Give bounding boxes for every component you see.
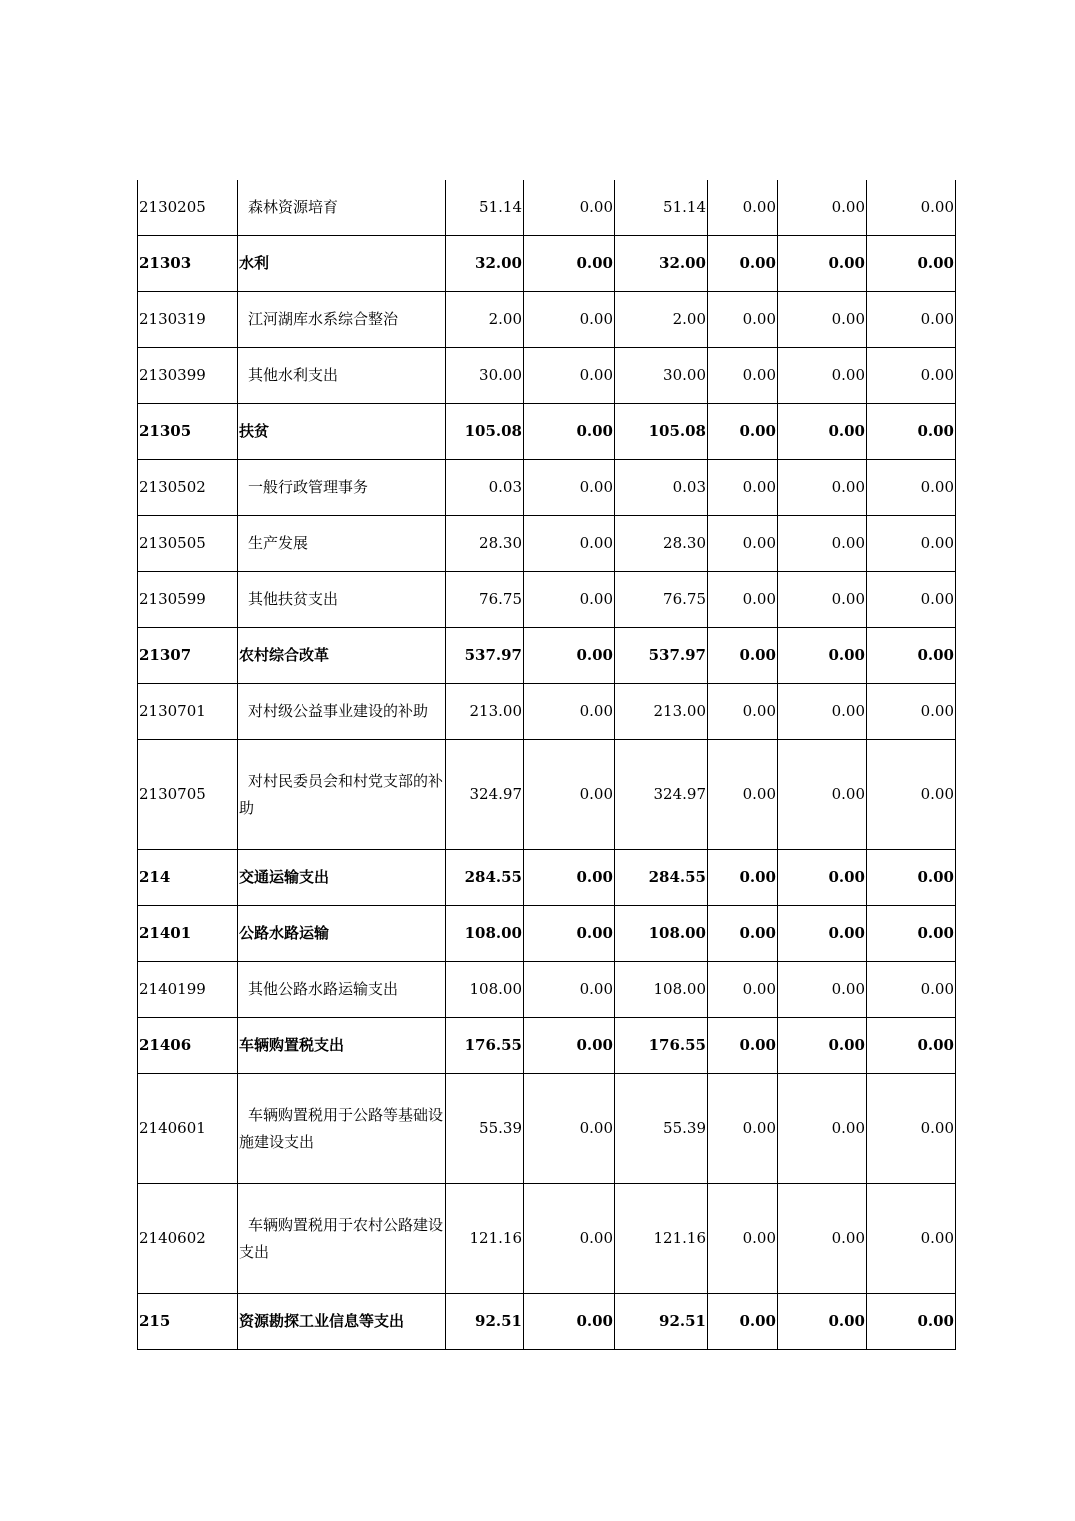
account-name-cell: 资源勘探工业信息等支出 — [238, 1294, 446, 1350]
amount-cell: 92.51 — [446, 1294, 524, 1350]
table-row — [138, 404, 956, 460]
amount-cell: 0.00 — [867, 906, 956, 962]
amount-cell: 0.00 — [867, 236, 956, 292]
amount-cell: 0.00 — [524, 1074, 615, 1184]
account-name-cell: 江河湖库水系综合整治 — [238, 292, 446, 348]
amount-cell: 0.00 — [524, 516, 615, 572]
amount-cell: 0.00 — [867, 1074, 956, 1184]
amount-cell: 324.97 — [615, 740, 708, 850]
amount-cell: 0.00 — [778, 850, 867, 906]
amount-cell: 0.00 — [708, 460, 778, 516]
account-name-cell: 对村民委员会和村党支部的补助 — [238, 740, 446, 850]
amount-cell: 0.00 — [524, 850, 615, 906]
amount-cell: 0.00 — [778, 684, 867, 740]
amount-cell: 0.00 — [708, 684, 778, 740]
amount-cell: 0.00 — [708, 740, 778, 850]
amount-cell: 0.00 — [867, 516, 956, 572]
amount-cell: 0.00 — [524, 292, 615, 348]
table-row — [138, 1074, 956, 1184]
table-row — [138, 292, 956, 348]
amount-cell: 0.00 — [778, 962, 867, 1018]
amount-cell: 0.00 — [778, 906, 867, 962]
amount-cell: 0.00 — [708, 236, 778, 292]
amount-cell: 0.00 — [708, 1074, 778, 1184]
amount-cell: 0.00 — [708, 572, 778, 628]
amount-cell: 324.97 — [446, 740, 524, 850]
amount-cell: 108.00 — [615, 962, 708, 1018]
amount-cell: 51.14 — [446, 180, 524, 236]
account-code-cell: 2130599 — [138, 572, 238, 628]
amount-cell: 0.00 — [524, 460, 615, 516]
amount-cell: 0.00 — [867, 962, 956, 1018]
amount-cell: 76.75 — [446, 572, 524, 628]
amount-cell: 537.97 — [615, 628, 708, 684]
account-code-cell: 21307 — [138, 628, 238, 684]
amount-cell: 0.00 — [708, 180, 778, 236]
amount-cell: 0.00 — [778, 460, 867, 516]
account-name-cell: 车辆购置税用于农村公路建设支出 — [238, 1184, 446, 1294]
account-code-cell: 215 — [138, 1294, 238, 1350]
account-name-cell: 公路水路运输 — [238, 906, 446, 962]
amount-cell: 0.00 — [708, 1184, 778, 1294]
account-code-cell: 2130705 — [138, 740, 238, 850]
account-name-cell: 农村综合改革 — [238, 628, 446, 684]
amount-cell: 0.00 — [867, 1184, 956, 1294]
amount-cell: 0.00 — [778, 1018, 867, 1074]
amount-cell: 55.39 — [615, 1074, 708, 1184]
amount-cell: 28.30 — [446, 516, 524, 572]
account-name-cell: 车辆购置税用于公路等基础设施建设支出 — [238, 1074, 446, 1184]
amount-cell: 537.97 — [446, 628, 524, 684]
table-row — [138, 348, 956, 404]
amount-cell: 0.00 — [524, 628, 615, 684]
account-code-cell: 21303 — [138, 236, 238, 292]
amount-cell: 55.39 — [446, 1074, 524, 1184]
amount-cell: 0.00 — [778, 516, 867, 572]
amount-cell: 0.00 — [524, 1184, 615, 1294]
amount-cell: 284.55 — [615, 850, 708, 906]
account-code-cell: 2130505 — [138, 516, 238, 572]
budget-table — [137, 180, 956, 1350]
account-code-cell: 2130319 — [138, 292, 238, 348]
amount-cell: 0.00 — [524, 1018, 615, 1074]
account-name-cell: 其他公路水路运输支出 — [238, 962, 446, 1018]
account-code-cell: 214 — [138, 850, 238, 906]
account-code-cell: 2140602 — [138, 1184, 238, 1294]
table-row — [138, 1018, 956, 1074]
amount-cell: 92.51 — [615, 1294, 708, 1350]
table-row — [138, 962, 956, 1018]
amount-cell: 0.00 — [524, 962, 615, 1018]
amount-cell: 0.00 — [867, 628, 956, 684]
amount-cell: 0.00 — [524, 740, 615, 850]
amount-cell: 0.00 — [867, 1294, 956, 1350]
account-code-cell: 2130205 — [138, 180, 238, 236]
amount-cell: 0.00 — [708, 906, 778, 962]
amount-cell: 0.00 — [778, 572, 867, 628]
account-name-cell: 生产发展 — [238, 516, 446, 572]
account-code-cell: 21401 — [138, 906, 238, 962]
table-row — [138, 628, 956, 684]
table-row — [138, 572, 956, 628]
amount-cell: 0.00 — [524, 572, 615, 628]
amount-cell: 176.55 — [446, 1018, 524, 1074]
amount-cell: 121.16 — [615, 1184, 708, 1294]
amount-cell: 0.00 — [778, 1294, 867, 1350]
amount-cell: 0.00 — [708, 1294, 778, 1350]
table-row — [138, 1294, 956, 1350]
amount-cell: 0.00 — [708, 850, 778, 906]
account-code-cell: 21406 — [138, 1018, 238, 1074]
amount-cell: 0.00 — [708, 292, 778, 348]
amount-cell: 108.00 — [446, 962, 524, 1018]
amount-cell: 32.00 — [446, 236, 524, 292]
amount-cell: 30.00 — [615, 348, 708, 404]
amount-cell: 0.00 — [867, 572, 956, 628]
amount-cell: 30.00 — [446, 348, 524, 404]
account-name-cell: 其他扶贫支出 — [238, 572, 446, 628]
amount-cell: 284.55 — [446, 850, 524, 906]
amount-cell: 2.00 — [446, 292, 524, 348]
amount-cell: 0.00 — [708, 1018, 778, 1074]
amount-cell: 0.00 — [867, 460, 956, 516]
amount-cell: 0.00 — [524, 236, 615, 292]
account-name-cell: 其他水利支出 — [238, 348, 446, 404]
amount-cell: 2.00 — [615, 292, 708, 348]
table-row — [138, 906, 956, 962]
amount-cell: 0.00 — [778, 348, 867, 404]
table-row — [138, 236, 956, 292]
amount-cell: 0.00 — [778, 292, 867, 348]
amount-cell: 0.00 — [778, 1074, 867, 1184]
table-row — [138, 740, 956, 850]
amount-cell: 0.00 — [778, 740, 867, 850]
table-body — [138, 180, 956, 1350]
amount-cell: 28.30 — [615, 516, 708, 572]
amount-cell: 0.00 — [778, 628, 867, 684]
account-name-cell: 一般行政管理事务 — [238, 460, 446, 516]
table-row — [138, 1184, 956, 1294]
account-name-cell: 扶贫 — [238, 404, 446, 460]
account-code-cell: 2140601 — [138, 1074, 238, 1184]
amount-cell: 0.00 — [524, 404, 615, 460]
amount-cell: 76.75 — [615, 572, 708, 628]
table-row — [138, 684, 956, 740]
account-code-cell: 2130502 — [138, 460, 238, 516]
amount-cell: 0.00 — [867, 1018, 956, 1074]
amount-cell: 51.14 — [615, 180, 708, 236]
amount-cell: 0.00 — [708, 516, 778, 572]
amount-cell: 0.00 — [524, 1294, 615, 1350]
amount-cell: 0.00 — [524, 348, 615, 404]
amount-cell: 108.00 — [446, 906, 524, 962]
amount-cell: 0.00 — [778, 1184, 867, 1294]
amount-cell: 0.00 — [708, 962, 778, 1018]
table-row — [138, 460, 956, 516]
account-code-cell: 2130399 — [138, 348, 238, 404]
amount-cell: 0.00 — [708, 348, 778, 404]
amount-cell: 121.16 — [446, 1184, 524, 1294]
amount-cell: 0.00 — [867, 740, 956, 850]
amount-cell: 0.00 — [867, 348, 956, 404]
amount-cell: 176.55 — [615, 1018, 708, 1074]
amount-cell: 0.00 — [867, 180, 956, 236]
table-row — [138, 180, 956, 236]
amount-cell: 0.00 — [524, 180, 615, 236]
amount-cell: 0.03 — [615, 460, 708, 516]
amount-cell: 108.00 — [615, 906, 708, 962]
amount-cell: 32.00 — [615, 236, 708, 292]
amount-cell: 0.00 — [778, 236, 867, 292]
amount-cell: 105.08 — [615, 404, 708, 460]
amount-cell: 0.00 — [708, 628, 778, 684]
amount-cell: 0.00 — [867, 850, 956, 906]
amount-cell: 0.00 — [778, 180, 867, 236]
account-name-cell: 森林资源培育 — [238, 180, 446, 236]
amount-cell: 0.00 — [778, 404, 867, 460]
amount-cell: 0.00 — [524, 906, 615, 962]
amount-cell: 213.00 — [446, 684, 524, 740]
amount-cell: 213.00 — [615, 684, 708, 740]
amount-cell: 0.00 — [867, 684, 956, 740]
account-name-cell: 交通运输支出 — [238, 850, 446, 906]
account-code-cell: 2140199 — [138, 962, 238, 1018]
account-code-cell: 21305 — [138, 404, 238, 460]
amount-cell: 0.03 — [446, 460, 524, 516]
amount-cell: 105.08 — [446, 404, 524, 460]
table-row — [138, 516, 956, 572]
table-row — [138, 850, 956, 906]
amount-cell: 0.00 — [708, 404, 778, 460]
amount-cell: 0.00 — [867, 404, 956, 460]
account-name-cell: 水利 — [238, 236, 446, 292]
account-code-cell: 2130701 — [138, 684, 238, 740]
account-name-cell: 车辆购置税支出 — [238, 1018, 446, 1074]
amount-cell: 0.00 — [867, 292, 956, 348]
account-name-cell: 对村级公益事业建设的补助 — [238, 684, 446, 740]
amount-cell: 0.00 — [524, 684, 615, 740]
